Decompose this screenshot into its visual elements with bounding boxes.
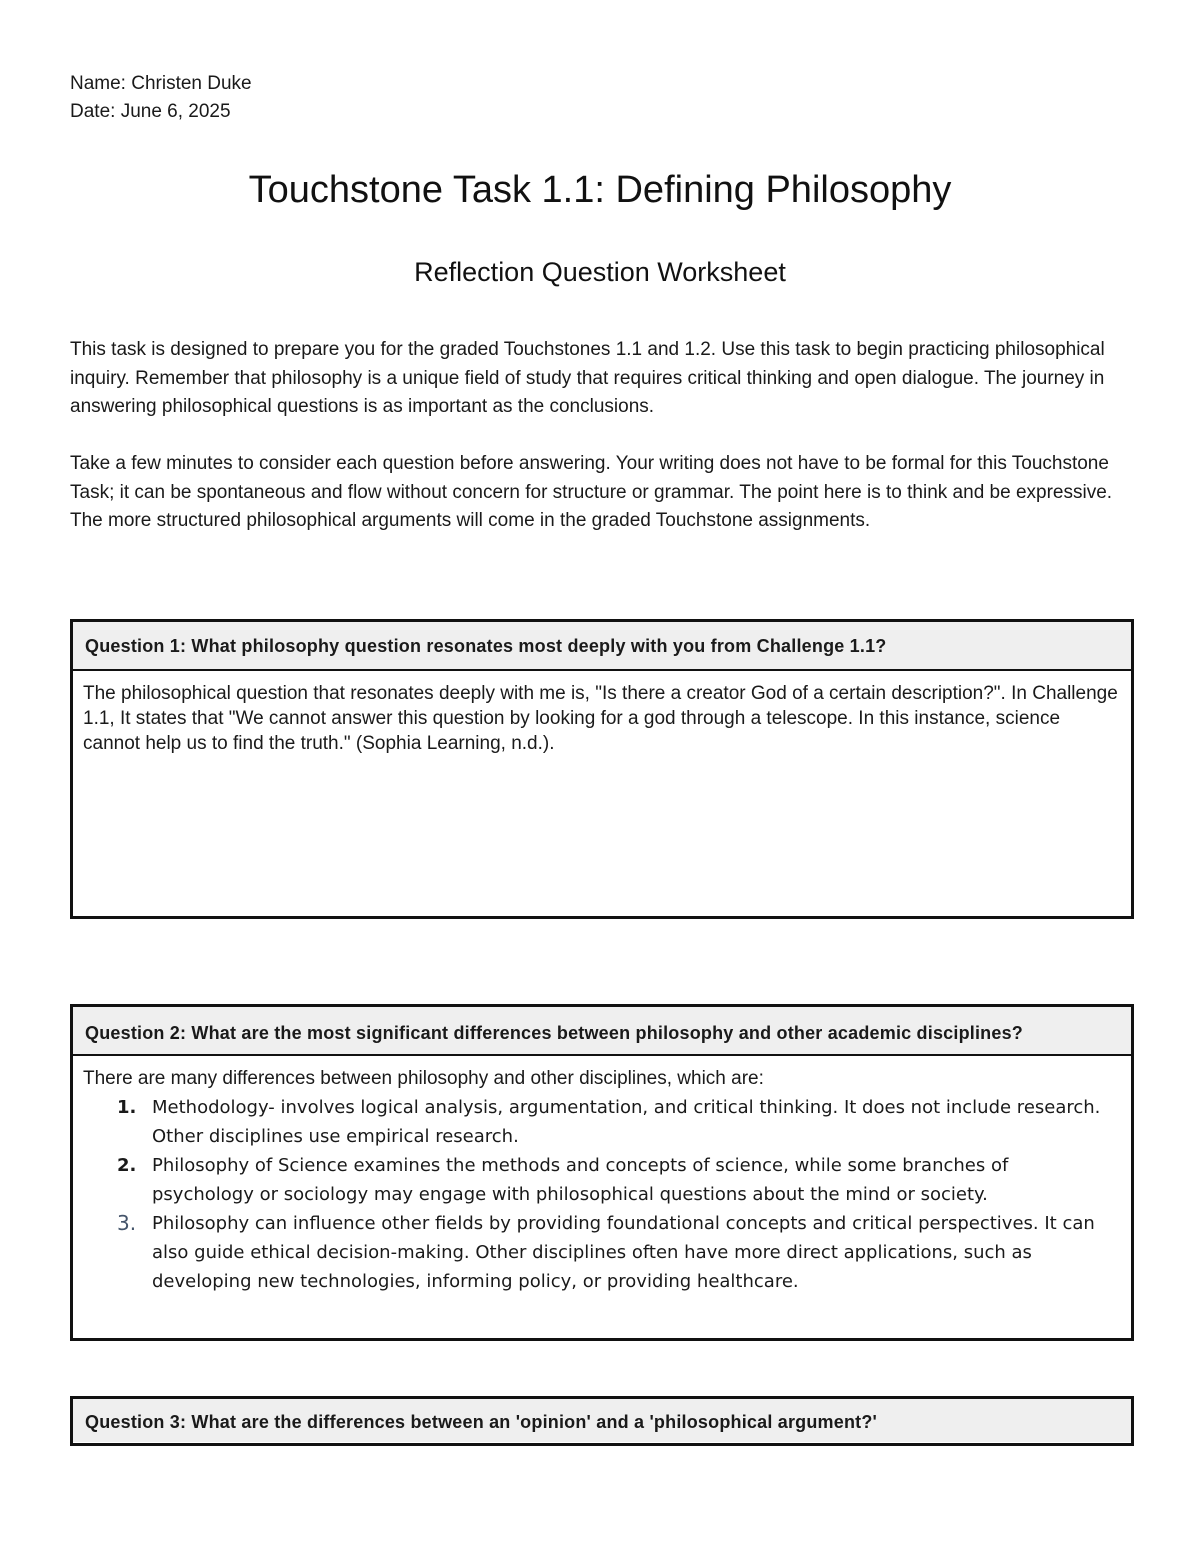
document-meta [70, 70, 252, 126]
list-item [83, 1151, 1111, 1209]
question-1-answer[interactable]: The philosophical question that resonates deeply with me is, "Is there a creator God of a certain description?". In Challenge 1.1, It states that "We cannot answer this question by looking for a god through a telescope. In this instance, science cannot help us to find the truth." (Sophia Learning, n.d.). [83, 683, 1118, 754]
differences-list [83, 1093, 1119, 1296]
question-2-heading: Question 2: What are the most significant differences between philosophy and other academic disciplines? [73, 1007, 1131, 1056]
intro-paragraph-2: Take a few minutes to consider each question before answering. Your writing does not have to be formal for this Touchstone Task; it can be spontaneous and flow without concern for structure or grammar. The point here is to think and be expressive. The more structured philosophical arguments will come in the graded Touchstone assignments. [70, 453, 1113, 532]
list-item-text: Methodology- involves logical analysis, argumentation, and critical thinking. It does not include research. Other disciplines use empirical research. [152, 1097, 1101, 1147]
document-title: Touchstone Task 1.1: Defining Philosophy [248, 169, 952, 211]
question-2-answer-intro: There are many differences between philosophy and other disciplines, which are: [83, 1068, 764, 1089]
list-item [83, 1093, 1111, 1151]
list-item-number: 2. [117, 1155, 137, 1176]
question-3-box [70, 1396, 1134, 1446]
intro-paragraph-1: This task is designed to prepare you for the graded Touchstones 1.1 and 1.2. Use this task to begin practicing philosophical inquiry. Remember that philosophy is a unique field of study that requires critical thinking and open dialogue. The journey in answering philosophical questions is as important as the conclusions. [70, 339, 1105, 418]
list-item-number: 3. [117, 1211, 137, 1235]
name-line: Name: Christen Duke [70, 73, 252, 94]
question-1-box [70, 619, 1134, 919]
question-3-heading: Question 3: What are the differences between an 'opinion' and a 'philosophical argument?' [73, 1399, 1131, 1442]
list-item-number: 1. [117, 1097, 137, 1118]
list-item-text: Philosophy can influence other fields by providing foundational concepts and critical perspectives. It can also guide ethical decision-making. Other disciplines often have more direct applications, such as developing new technologies, informing policy, or providing healthcare. [152, 1213, 1095, 1292]
question-2-box [70, 1004, 1134, 1341]
list-item [83, 1209, 1111, 1296]
list-item-text: Philosophy of Science examines the methods and concepts of science, while some branches of psychology or sociology may engage with philosophical questions about the mind or society. [152, 1155, 1009, 1205]
question-2-answer[interactable] [73, 1056, 1131, 1304]
document-subtitle: Reflection Question Worksheet [414, 257, 786, 287]
question-1-heading: Question 1: What philosophy question resonates most deeply with you from Challenge 1.1? [73, 622, 1131, 671]
date-line: Date: June 6, 2025 [70, 101, 231, 122]
